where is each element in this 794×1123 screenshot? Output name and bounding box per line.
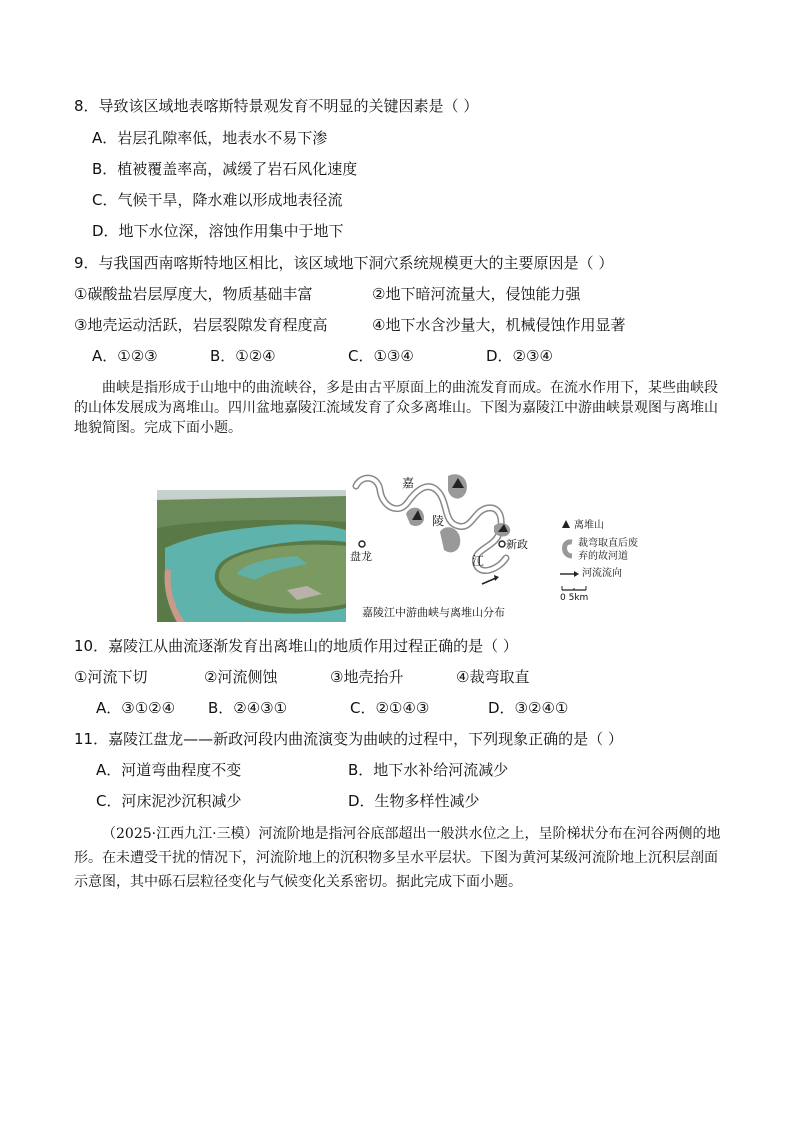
map-label-jia: 嘉 <box>402 476 415 490</box>
map-label-ling: 陵 <box>432 514 445 528</box>
q9-item-4: ④地下水含沙量大，机械侵蚀作用显著 <box>372 316 626 334</box>
lidui-hill-map <box>348 466 657 624</box>
q11-option-b: B．地下水补给河流减少 <box>348 761 509 779</box>
q11-option-d: D．生物多样性减少 <box>348 792 480 810</box>
q8-option-b: B．植被覆盖率高，减缓了岩石风化速度 <box>92 160 358 178</box>
q10-item-3: ③地壳抬升 <box>330 668 404 686</box>
figure-jialing-river <box>157 466 657 624</box>
q8-stem: 8．导致该区域地表喀斯特景观发育不明显的关键因素是（ ） <box>74 97 479 115</box>
q9-option-a: A．①②③ <box>92 347 158 365</box>
q10-option-c: C．②①④③ <box>350 699 430 717</box>
legend-scale: 0 5km <box>560 593 589 603</box>
q9-item-2: ②地下暗河流量大，侵蚀能力强 <box>372 285 581 303</box>
q10-options <box>96 698 716 718</box>
q10-option-d: D．③②④① <box>488 699 569 717</box>
legend-oxbow-line1: 裁弯取直后废 <box>578 538 638 549</box>
q11-options-row2 <box>96 791 716 811</box>
q9-option-c: C．①③④ <box>348 347 414 365</box>
map-label-xinzheng: 新政 <box>506 538 528 551</box>
q9-item-1: ①碳酸盐岩层厚度大，物质基础丰富 <box>74 285 313 303</box>
q11-stem: 11．嘉陵江盘龙——新政河段内曲流演变为曲峡的过程中，下列现象正确的是（ ） <box>74 730 623 748</box>
q10-option-a: A．③①②④ <box>96 699 176 717</box>
q9-stem: 9．与我国西南喀斯特地区相比，该区域地下洞穴系统规模更大的主要原因是（ ） <box>74 254 614 272</box>
passage-river-terrace: （2025·江西九江·三模）河流阶地是指河谷底部超出一般洪水位之上，呈阶梯状分布在河谷两侧的地形。在未遭受干扰的情况下，河流阶地上的沉积物多呈水平层状。下图为黄河某级河流阶地上沉积层剖面示意图，其中砾石层粒径变化与气候变化关系密切。据此完成下面小题。 <box>74 826 721 890</box>
gorge-photo <box>157 490 346 622</box>
map-label-jiang: 江 <box>472 554 485 568</box>
legend-hill: 离堆山 <box>574 520 604 531</box>
q10-option-b: B．②④③① <box>208 699 288 717</box>
q10-stem: 10．嘉陵江从曲流逐渐发育出离堆山的地质作用过程正确的是（ ） <box>74 637 518 655</box>
q10-item-4: ④裁弯取直 <box>456 668 530 686</box>
q8-option-c: C．气候干旱，降水难以形成地表径流 <box>92 191 343 209</box>
q9-options <box>92 346 692 366</box>
q9-item-3: ③地壳运动活跃，岩层裂隙发育程度高 <box>74 316 328 334</box>
q8-option-a: A．岩层孔隙率低，地表水不易下渗 <box>92 129 328 147</box>
legend-oxbow-line2: 弃的故河道 <box>578 551 628 562</box>
q9-option-d: D．②③④ <box>486 347 553 365</box>
passage-meander-gorge: 曲峡是指形成于山地中的曲流峡谷，多是由古平原面上的曲流发育而成。在流水作用下，某些曲峡段的山体发展成为离堆山。四川盆地嘉陵江流域发育了众多离堆山。下图为嘉陵江中游曲峡景观图与离堆山地貌简图。完成下面小题。 <box>74 380 718 436</box>
q10-item-2: ②河流侧蚀 <box>204 668 278 686</box>
q9-option-b: B．①②④ <box>210 347 276 365</box>
q11-options-row1 <box>96 760 716 780</box>
q11-option-a: A．河道弯曲程度不变 <box>96 761 242 779</box>
legend-flow: 河流流向 <box>582 568 622 579</box>
figure-caption: 嘉陵江中游曲峡与离堆山分布 <box>362 606 505 619</box>
q8-option-d: D．地下水位深，溶蚀作用集中于地下 <box>92 222 344 240</box>
q10-item-1: ①河流下切 <box>74 668 148 686</box>
q11-option-c: C．河床泥沙沉积减少 <box>96 792 242 810</box>
map-label-panlong: 盘龙 <box>350 550 372 563</box>
q10-items <box>74 667 714 687</box>
